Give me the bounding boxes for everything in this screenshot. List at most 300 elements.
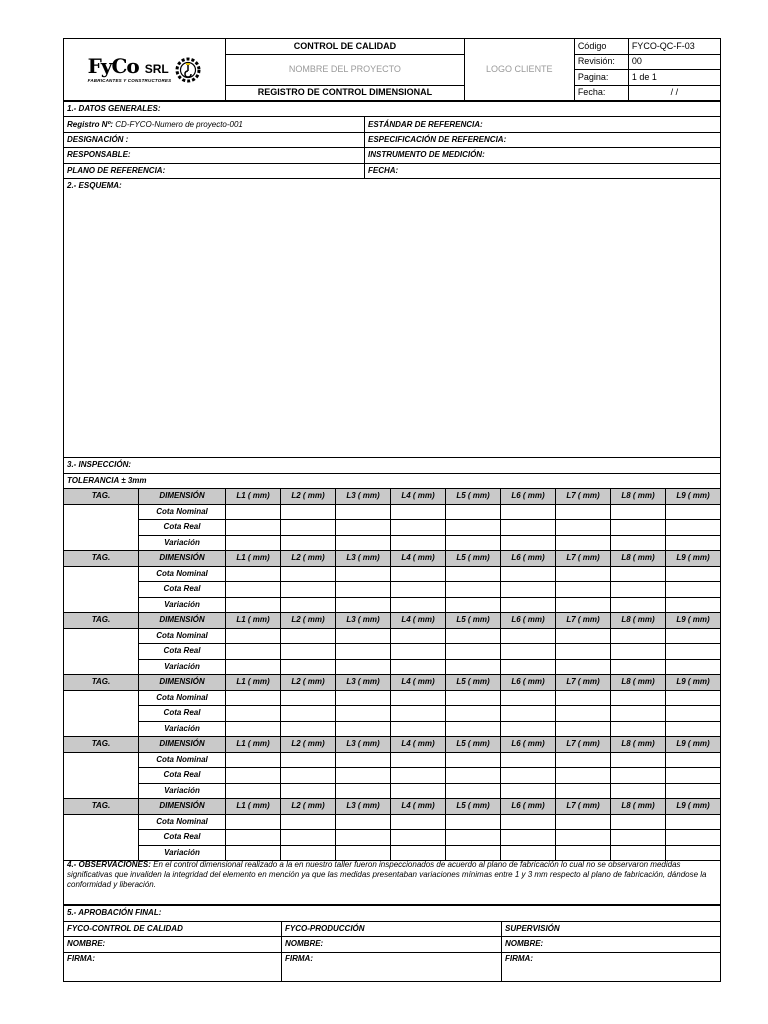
plano-field: PLANO DE REFERENCIA: xyxy=(64,163,365,178)
length-column-header: L3 ( mm) xyxy=(336,489,391,505)
measurement-cell xyxy=(446,706,501,722)
length-column-header: L4 ( mm) xyxy=(391,799,446,815)
measurement-cell xyxy=(336,830,391,846)
measurement-cell xyxy=(556,644,611,660)
measurement-row xyxy=(64,566,721,582)
length-column-header: L4 ( mm) xyxy=(391,737,446,753)
measurement-cell xyxy=(666,752,721,768)
registro-field: Registro Nº: CD-FYCO-Numero de proyecto-001 xyxy=(64,117,365,132)
length-column-header: L1 ( mm) xyxy=(226,675,281,691)
measurement-cell xyxy=(611,628,666,644)
measurement-cell xyxy=(446,783,501,799)
measurement-cell xyxy=(336,706,391,722)
measurement-cell xyxy=(281,690,336,706)
measurement-cell xyxy=(666,721,721,737)
length-column-header: L7 ( mm) xyxy=(556,613,611,629)
measurement-cell xyxy=(556,783,611,799)
measurement-row-label: Cota Real xyxy=(139,830,226,846)
length-column-header: L3 ( mm) xyxy=(336,613,391,629)
length-column-header: L9 ( mm) xyxy=(666,489,721,505)
measurement-cell xyxy=(556,566,611,582)
length-column-header: L8 ( mm) xyxy=(611,489,666,505)
observations-box xyxy=(63,857,721,905)
measurement-row-label: Variación xyxy=(139,597,226,613)
meta-label-revision: Revisión: xyxy=(574,54,628,70)
approval-signature-field: FIRMA: xyxy=(282,952,502,981)
tag-header: TAG. xyxy=(64,489,139,505)
length-column-header: L6 ( mm) xyxy=(501,613,556,629)
approval-table xyxy=(63,905,721,982)
measurement-cell xyxy=(556,768,611,784)
length-column-header: L1 ( mm) xyxy=(226,551,281,567)
approval-production-col: FYCO-PRODUCCIÓN xyxy=(282,921,502,937)
measurement-cell xyxy=(501,752,556,768)
measurement-cell xyxy=(391,706,446,722)
measurement-cell xyxy=(556,659,611,675)
measurement-cell xyxy=(336,721,391,737)
approval-name-field: NOMBRE: xyxy=(282,937,502,953)
measurement-cell xyxy=(556,597,611,613)
measurement-cell xyxy=(226,690,281,706)
inspection-header-row xyxy=(64,737,721,753)
approval-name-field: NOMBRE: xyxy=(502,937,721,953)
measurement-cell xyxy=(666,520,721,536)
length-column-header: L1 ( mm) xyxy=(226,799,281,815)
measurement-cell xyxy=(226,721,281,737)
length-column-header: L6 ( mm) xyxy=(501,551,556,567)
measurement-cell xyxy=(501,814,556,830)
length-column-header: L5 ( mm) xyxy=(446,489,501,505)
length-column-header: L1 ( mm) xyxy=(226,613,281,629)
responsable-field: RESPONSABLE: xyxy=(64,148,365,163)
length-column-header: L4 ( mm) xyxy=(391,551,446,567)
measurement-cell xyxy=(501,768,556,784)
length-column-header: L8 ( mm) xyxy=(611,551,666,567)
measurement-cell xyxy=(281,597,336,613)
measurement-cell xyxy=(666,582,721,598)
section-general-data: 1.- DATOS GENERALES: xyxy=(64,102,721,117)
length-column-header: L1 ( mm) xyxy=(226,489,281,505)
measurement-cell xyxy=(501,721,556,737)
length-column-header: L3 ( mm) xyxy=(336,799,391,815)
measurement-row xyxy=(64,783,721,799)
fecha-field: FECHA: xyxy=(365,163,721,178)
measurement-cell xyxy=(336,582,391,598)
length-column-header: L6 ( mm) xyxy=(501,489,556,505)
tag-value-cell xyxy=(64,566,139,613)
measurement-cell xyxy=(666,644,721,660)
measurement-cell xyxy=(391,752,446,768)
section-approval: 5.- APROBACIÓN FINAL: xyxy=(64,906,721,922)
measurement-cell xyxy=(446,566,501,582)
measurement-cell xyxy=(611,783,666,799)
measurement-cell xyxy=(281,706,336,722)
length-column-header: L2 ( mm) xyxy=(281,737,336,753)
measurement-cell xyxy=(281,535,336,551)
measurement-cell xyxy=(501,706,556,722)
estandar-field: ESTÁNDAR DE REFERENCIA: xyxy=(365,117,721,132)
measurement-cell xyxy=(556,504,611,520)
meta-value-revision: 00 xyxy=(628,54,720,70)
measurement-cell xyxy=(391,597,446,613)
length-column-header: L8 ( mm) xyxy=(611,799,666,815)
measurement-cell xyxy=(666,830,721,846)
measurement-cell xyxy=(226,706,281,722)
measurement-cell xyxy=(446,768,501,784)
company-logo xyxy=(67,53,222,84)
measurement-cell xyxy=(611,721,666,737)
measurement-cell xyxy=(281,721,336,737)
inspection-header-row xyxy=(64,489,721,505)
logo-srl: SRL xyxy=(144,61,169,76)
dimension-header: DIMENSIÓN xyxy=(139,489,226,505)
measurement-row xyxy=(64,520,721,536)
measurement-cell xyxy=(501,597,556,613)
measurement-cell xyxy=(611,566,666,582)
length-column-header: L8 ( mm) xyxy=(611,613,666,629)
length-column-header: L2 ( mm) xyxy=(281,551,336,567)
title-bottom: REGISTRO DE CONTROL DIMENSIONAL xyxy=(226,85,465,101)
meta-label-page: Pagina: xyxy=(574,70,628,86)
length-column-header: L6 ( mm) xyxy=(501,675,556,691)
dimension-header: DIMENSIÓN xyxy=(139,551,226,567)
dimension-header: DIMENSIÓN xyxy=(139,799,226,815)
length-column-header: L4 ( mm) xyxy=(391,675,446,691)
approval-supervision-col: SUPERVISIÓN xyxy=(502,921,721,937)
measurement-row xyxy=(64,597,721,613)
measurement-cell xyxy=(446,814,501,830)
measurement-cell xyxy=(391,535,446,551)
measurement-cell xyxy=(501,628,556,644)
tag-header: TAG. xyxy=(64,675,139,691)
company-logo-cell xyxy=(64,39,226,101)
measurement-cell xyxy=(666,597,721,613)
length-column-header: L9 ( mm) xyxy=(666,737,721,753)
tag-header: TAG. xyxy=(64,799,139,815)
measurement-cell xyxy=(611,706,666,722)
measurement-cell xyxy=(666,535,721,551)
measurement-cell xyxy=(226,566,281,582)
measurement-cell xyxy=(611,659,666,675)
measurement-cell xyxy=(611,582,666,598)
measurement-cell xyxy=(391,644,446,660)
measurement-cell xyxy=(501,830,556,846)
measurement-row-label: Variación xyxy=(139,845,226,861)
length-column-header: L5 ( mm) xyxy=(446,613,501,629)
measurement-cell xyxy=(611,520,666,536)
length-column-header: L5 ( mm) xyxy=(446,799,501,815)
length-column-header: L7 ( mm) xyxy=(556,799,611,815)
measurement-cell xyxy=(501,520,556,536)
measurement-cell xyxy=(391,582,446,598)
measurement-row-label: Cota Nominal xyxy=(139,504,226,520)
measurement-cell xyxy=(556,628,611,644)
section-inspection: 3.- INSPECCIÓN: xyxy=(64,458,721,474)
measurement-cell xyxy=(336,814,391,830)
measurement-row-label: Cota Real xyxy=(139,768,226,784)
measurement-cell xyxy=(391,783,446,799)
especificacion-field: ESPECIFICACIÓN DE REFERENCIA: xyxy=(365,132,721,147)
measurement-cell xyxy=(446,520,501,536)
measurement-cell xyxy=(281,566,336,582)
tag-value-cell xyxy=(64,814,139,861)
length-column-header: L5 ( mm) xyxy=(446,737,501,753)
measurement-cell xyxy=(226,582,281,598)
measurement-cell xyxy=(226,628,281,644)
measurement-cell xyxy=(501,504,556,520)
measurement-cell xyxy=(391,690,446,706)
measurement-row xyxy=(64,690,721,706)
measurement-cell xyxy=(501,659,556,675)
measurement-cell xyxy=(336,752,391,768)
measurement-cell xyxy=(336,504,391,520)
length-column-header: L2 ( mm) xyxy=(281,675,336,691)
measurement-cell xyxy=(336,597,391,613)
measurement-cell xyxy=(446,752,501,768)
measurement-cell xyxy=(226,768,281,784)
measurement-cell xyxy=(336,520,391,536)
inspection-header-row xyxy=(64,799,721,815)
measurement-cell xyxy=(336,783,391,799)
length-column-header: L3 ( mm) xyxy=(336,675,391,691)
measurement-cell xyxy=(226,814,281,830)
length-column-header: L9 ( mm) xyxy=(666,551,721,567)
measurement-row-label: Cota Real xyxy=(139,706,226,722)
length-column-header: L2 ( mm) xyxy=(281,799,336,815)
document-header xyxy=(63,38,721,101)
inspection-header-row xyxy=(64,613,721,629)
length-column-header: L6 ( mm) xyxy=(501,799,556,815)
measurement-cell xyxy=(611,535,666,551)
measurement-cell xyxy=(446,628,501,644)
length-column-header: L5 ( mm) xyxy=(446,551,501,567)
tag-header: TAG. xyxy=(64,613,139,629)
measurement-cell xyxy=(281,644,336,660)
measurement-cell xyxy=(336,644,391,660)
measurement-cell xyxy=(666,783,721,799)
measurement-cell xyxy=(611,597,666,613)
gear-hook-icon xyxy=(175,57,201,83)
meta-value-page: 1 de 1 xyxy=(628,70,720,86)
tolerance-label: TOLERANCIA ± 3mm xyxy=(64,473,721,489)
measurement-row xyxy=(64,830,721,846)
length-column-header: L2 ( mm) xyxy=(281,489,336,505)
measurement-cell xyxy=(391,830,446,846)
meta-value-code: FYCO-QC-F-03 xyxy=(628,39,720,55)
measurement-row xyxy=(64,659,721,675)
measurement-cell xyxy=(226,659,281,675)
measurement-cell xyxy=(281,752,336,768)
registro-value: CD-FYCO-Numero de proyecto-001 xyxy=(115,119,243,129)
measurement-cell xyxy=(281,814,336,830)
logo-tagline: FABRICANTES Y CONSTRUCTORES xyxy=(87,77,172,83)
length-column-header: L6 ( mm) xyxy=(501,737,556,753)
measurement-cell xyxy=(666,706,721,722)
measurement-cell xyxy=(611,504,666,520)
measurement-cell xyxy=(666,690,721,706)
inspection-header-row xyxy=(64,675,721,691)
measurement-cell xyxy=(556,520,611,536)
approval-quality-col: FYCO-CONTROL DE CALIDAD xyxy=(64,921,282,937)
measurement-cell xyxy=(226,520,281,536)
project-name: NOMBRE DEL PROYECTO xyxy=(226,54,465,85)
measurement-cell xyxy=(611,830,666,846)
designacion-field: DESIGNACIÓN : xyxy=(64,132,365,147)
measurement-cell xyxy=(336,535,391,551)
measurement-row-label: Variación xyxy=(139,721,226,737)
measurement-cell xyxy=(556,752,611,768)
measurement-cell xyxy=(666,768,721,784)
approval-signature-field: FIRMA: xyxy=(64,952,282,981)
measurement-cell xyxy=(226,644,281,660)
measurement-cell xyxy=(446,535,501,551)
measurement-cell xyxy=(281,783,336,799)
inspection-table xyxy=(63,457,721,861)
measurement-cell xyxy=(226,752,281,768)
measurement-cell xyxy=(446,830,501,846)
approval-name-field: NOMBRE: xyxy=(64,937,282,953)
schema-area xyxy=(63,178,721,458)
measurement-cell xyxy=(666,659,721,675)
measurement-cell xyxy=(226,597,281,613)
measurement-cell xyxy=(501,783,556,799)
measurement-row xyxy=(64,752,721,768)
measurement-row xyxy=(64,644,721,660)
measurement-cell xyxy=(556,582,611,598)
measurement-cell xyxy=(611,690,666,706)
instrumento-field: INSTRUMENTO DE MEDICIÓN: xyxy=(365,148,721,163)
measurement-cell xyxy=(391,566,446,582)
measurement-cell xyxy=(336,628,391,644)
meta-value-date: / / xyxy=(628,85,720,101)
meta-label-code: Código xyxy=(574,39,628,55)
measurement-cell xyxy=(556,690,611,706)
length-column-header: L5 ( mm) xyxy=(446,675,501,691)
measurement-cell xyxy=(446,690,501,706)
measurement-row-label: Cota Nominal xyxy=(139,752,226,768)
measurement-row-label: Cota Real xyxy=(139,582,226,598)
measurement-row-label: Cota Real xyxy=(139,520,226,536)
client-logo: LOGO CLIENTE xyxy=(464,39,574,101)
measurement-cell xyxy=(501,566,556,582)
length-column-header: L8 ( mm) xyxy=(611,675,666,691)
length-column-header: L7 ( mm) xyxy=(556,675,611,691)
measurement-cell xyxy=(336,690,391,706)
measurement-cell xyxy=(446,597,501,613)
section-observations: 4.- OBSERVACIONES: xyxy=(67,860,151,869)
measurement-row xyxy=(64,768,721,784)
logo-wordmark: FyCo xyxy=(87,53,139,78)
length-column-header: L8 ( mm) xyxy=(611,737,666,753)
measurement-cell xyxy=(666,628,721,644)
measurement-row xyxy=(64,706,721,722)
measurement-cell xyxy=(226,830,281,846)
tag-value-cell xyxy=(64,504,139,551)
measurement-cell xyxy=(391,768,446,784)
tag-header: TAG. xyxy=(64,551,139,567)
tag-value-cell xyxy=(64,628,139,675)
measurement-cell xyxy=(336,566,391,582)
meta-label-date: Fecha: xyxy=(574,85,628,101)
measurement-cell xyxy=(281,830,336,846)
measurement-cell xyxy=(556,535,611,551)
measurement-cell xyxy=(336,768,391,784)
length-column-header: L9 ( mm) xyxy=(666,799,721,815)
title-top: CONTROL DE CALIDAD xyxy=(226,39,465,55)
dimension-header: DIMENSIÓN xyxy=(139,675,226,691)
measurement-row xyxy=(64,582,721,598)
measurement-cell xyxy=(226,535,281,551)
length-column-header: L4 ( mm) xyxy=(391,613,446,629)
dimension-header: DIMENSIÓN xyxy=(139,613,226,629)
length-column-header: L7 ( mm) xyxy=(556,489,611,505)
measurement-cell xyxy=(281,504,336,520)
measurement-cell xyxy=(446,721,501,737)
measurement-cell xyxy=(391,504,446,520)
measurement-row-label: Cota Nominal xyxy=(139,814,226,830)
measurement-row-label: Variación xyxy=(139,783,226,799)
approval-signature-field: FIRMA: xyxy=(502,952,721,981)
measurement-row xyxy=(64,814,721,830)
length-column-header: L2 ( mm) xyxy=(281,613,336,629)
measurement-row xyxy=(64,504,721,520)
length-column-header: L9 ( mm) xyxy=(666,675,721,691)
measurement-cell xyxy=(446,644,501,660)
length-column-header: L9 ( mm) xyxy=(666,613,721,629)
measurement-cell xyxy=(336,659,391,675)
dimension-header: DIMENSIÓN xyxy=(139,737,226,753)
measurement-row-label: Cota Nominal xyxy=(139,690,226,706)
measurement-cell xyxy=(281,768,336,784)
measurement-cell xyxy=(501,644,556,660)
tag-value-cell xyxy=(64,752,139,799)
tag-value-cell xyxy=(64,690,139,737)
measurement-cell xyxy=(666,814,721,830)
inspection-header-row xyxy=(64,551,721,567)
measurement-row xyxy=(64,535,721,551)
measurement-cell xyxy=(281,628,336,644)
measurement-row-label: Cota Nominal xyxy=(139,628,226,644)
measurement-cell xyxy=(391,814,446,830)
measurement-cell xyxy=(226,504,281,520)
measurement-cell xyxy=(281,582,336,598)
length-column-header: L7 ( mm) xyxy=(556,551,611,567)
measurement-row-label: Variación xyxy=(139,535,226,551)
measurement-cell xyxy=(391,721,446,737)
measurement-cell xyxy=(556,721,611,737)
section-schema: 2.- ESQUEMA: xyxy=(67,181,122,190)
measurement-cell xyxy=(611,752,666,768)
length-column-header: L3 ( mm) xyxy=(336,737,391,753)
general-data-table xyxy=(63,101,721,179)
measurement-cell xyxy=(611,644,666,660)
length-column-header: L7 ( mm) xyxy=(556,737,611,753)
measurement-row-label: Cota Real xyxy=(139,644,226,660)
measurement-cell xyxy=(281,520,336,536)
measurement-row-label: Cota Nominal xyxy=(139,566,226,582)
measurement-cell xyxy=(226,783,281,799)
length-column-header: L3 ( mm) xyxy=(336,551,391,567)
measurement-cell xyxy=(281,659,336,675)
length-column-header: L4 ( mm) xyxy=(391,489,446,505)
observations-text: En el control dimensional realizado a la en nuestro taller fueron inspeccionados de acuerdo al plano de fabricación lo cual no se observaron medidas significativas que invaliden la integridad del elemento en mención ya que las medidas presentaban variaciones mínimas entre 1 y 3 mm respecto al plano de fabricación, dándose la conformidad y liberación. xyxy=(67,860,707,889)
measurement-cell xyxy=(556,814,611,830)
tag-header: TAG. xyxy=(64,737,139,753)
measurement-cell xyxy=(611,768,666,784)
measurement-cell xyxy=(611,814,666,830)
measurement-cell xyxy=(666,504,721,520)
measurement-cell xyxy=(391,659,446,675)
